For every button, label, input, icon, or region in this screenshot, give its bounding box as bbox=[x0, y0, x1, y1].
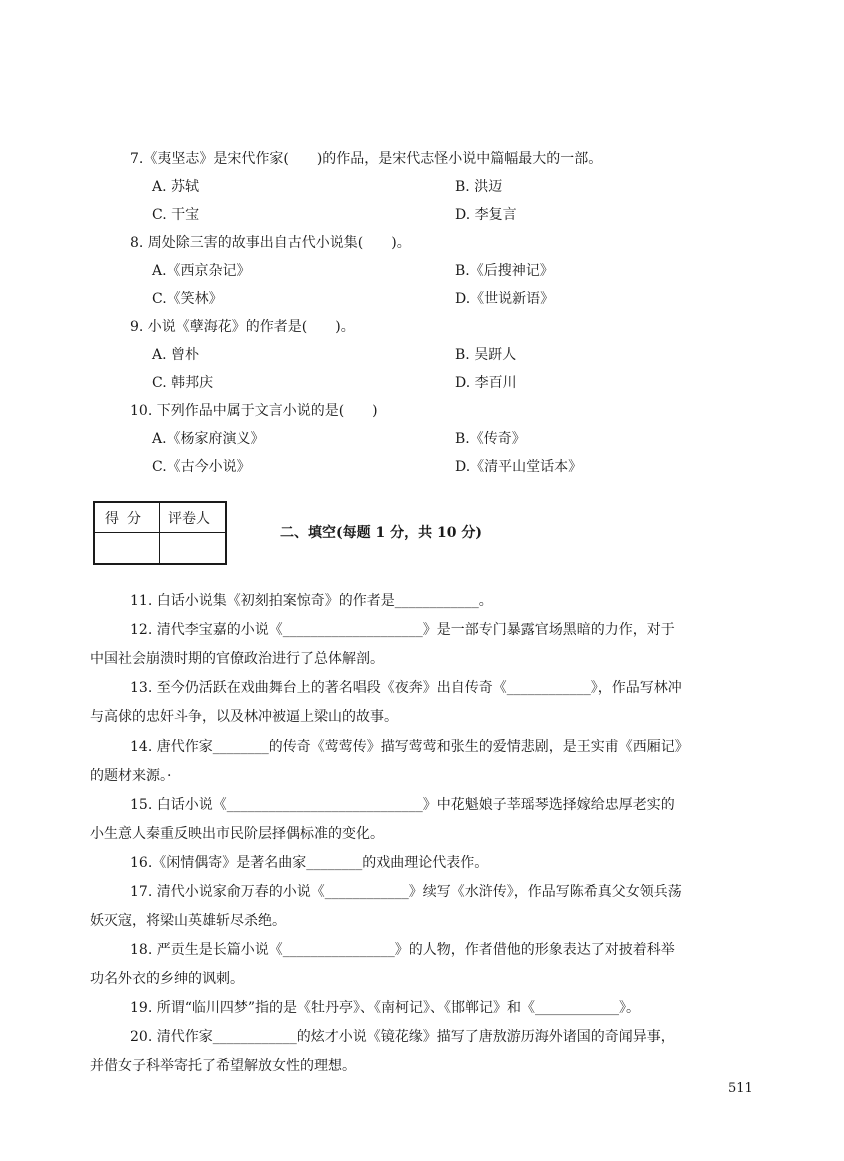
question-7-stem: 7.《夷坚志》是宋代作家( )的作品，是宋代志怪小说中篇幅最大的一部。 bbox=[130, 151, 603, 167]
question-8-option-d: D.《世说新语》 bbox=[455, 291, 555, 307]
question-18-line-1: 18. 严贡生是长篇小说《________________》的人物，作者借他的形象表达了对披着科举 bbox=[130, 942, 675, 958]
score-label: 得分 bbox=[105, 511, 149, 527]
question-15-line-2: 小生意人秦重反映出市民阶层择偶标准的变化。 bbox=[90, 826, 384, 842]
question-9-option-b: B. 吴趼人 bbox=[455, 347, 517, 363]
question-9-stem: 9. 小说《孽海花》的作者是( )。 bbox=[130, 319, 355, 335]
question-8-option-b: B.《后搜神记》 bbox=[455, 263, 554, 279]
question-18-line-2: 功名外衣的乡绅的讽刺。 bbox=[90, 971, 244, 987]
question-10-stem: 10. 下列作品中属于文言小说的是( ) bbox=[130, 403, 378, 419]
question-11-line: 11. 白话小说集《初刻拍案惊奇》的作者是____________。 bbox=[130, 593, 493, 609]
question-17-line-2: 妖灭寇，将梁山英雄斩尽杀绝。 bbox=[90, 913, 286, 929]
score-table-divider-horizontal bbox=[95, 532, 225, 533]
question-13-line-2: 与高俅的忠奸斗争，以及林冲被逼上梁山的故事。 bbox=[90, 709, 398, 725]
question-10-option-b: B.《传奇》 bbox=[455, 431, 526, 447]
question-14-line-1: 14. 唐代作家________的传奇《莺莺传》描写莺莺和张生的爱情悲剧，是王实甫《西厢记》 bbox=[130, 739, 689, 755]
question-7-option-d: D. 李复言 bbox=[455, 207, 517, 223]
section-title: 二、填空(每题 1 分，共 10 分) bbox=[280, 525, 482, 541]
grader-label: 评卷人 bbox=[168, 511, 210, 527]
question-10-option-a: A.《杨家府演义》 bbox=[152, 431, 265, 447]
question-10-option-c: C.《古今小说》 bbox=[152, 459, 251, 475]
question-8-option-c: C.《笑林》 bbox=[152, 291, 223, 307]
page-number: 511 bbox=[728, 1081, 753, 1096]
question-9-option-c: C. 韩邦庆 bbox=[152, 375, 214, 391]
question-7-option-b: B. 洪迈 bbox=[455, 179, 503, 195]
question-12-line-1: 12. 清代李宝嘉的小说《____________________》是一部专门暴露官场黑暗的力作，对于 bbox=[130, 622, 675, 638]
question-13-line-1: 13. 至今仍活跃在戏曲舞台上的著名唱段《夜奔》出自传奇《____________》，作品写林冲 bbox=[130, 680, 682, 696]
question-17-line-1: 17. 清代小说家俞万春的小说《____________》续写《水浒传》，作品写陈希真父女领兵荡 bbox=[130, 884, 682, 900]
question-8-stem: 8. 周处除三害的故事出自古代小说集( )。 bbox=[130, 235, 411, 251]
score-table bbox=[93, 501, 227, 565]
question-9-option-d: D. 李百川 bbox=[455, 375, 517, 391]
question-19-line: 19. 所谓“临川四梦”指的是《牡丹亭》、《南柯记》、《邯郸记》和《____________》。 bbox=[130, 1000, 641, 1016]
question-10-option-d: D.《清平山堂话本》 bbox=[455, 459, 583, 475]
question-8-option-a: A.《西京杂记》 bbox=[152, 263, 251, 279]
question-12-line-2: 中国社会崩溃时期的官僚政治进行了总体解剖。 bbox=[90, 651, 384, 667]
question-7-option-c: C. 干宝 bbox=[152, 207, 200, 223]
question-20-line-1: 20. 清代作家____________的炫才小说《镜花缘》描写了唐敖游历海外诸国的奇闻异事， bbox=[130, 1029, 675, 1045]
question-15-line-1: 15. 白话小说《____________________________》中花魁娘子莘瑶琴选择嫁给忠厚老实的 bbox=[130, 797, 675, 813]
question-9-option-a: A. 曾朴 bbox=[152, 347, 200, 363]
question-16-line: 16.《闲情偶寄》是著名曲家________的戏曲理论代表作。 bbox=[130, 855, 489, 871]
score-table-divider-vertical bbox=[159, 503, 160, 563]
question-20-line-2: 并借女子科举寄托了希望解放女性的理想。 bbox=[90, 1058, 356, 1074]
question-7-option-a: A. 苏轼 bbox=[152, 179, 200, 195]
question-14-line-2: 的题材来源。· bbox=[90, 768, 172, 784]
